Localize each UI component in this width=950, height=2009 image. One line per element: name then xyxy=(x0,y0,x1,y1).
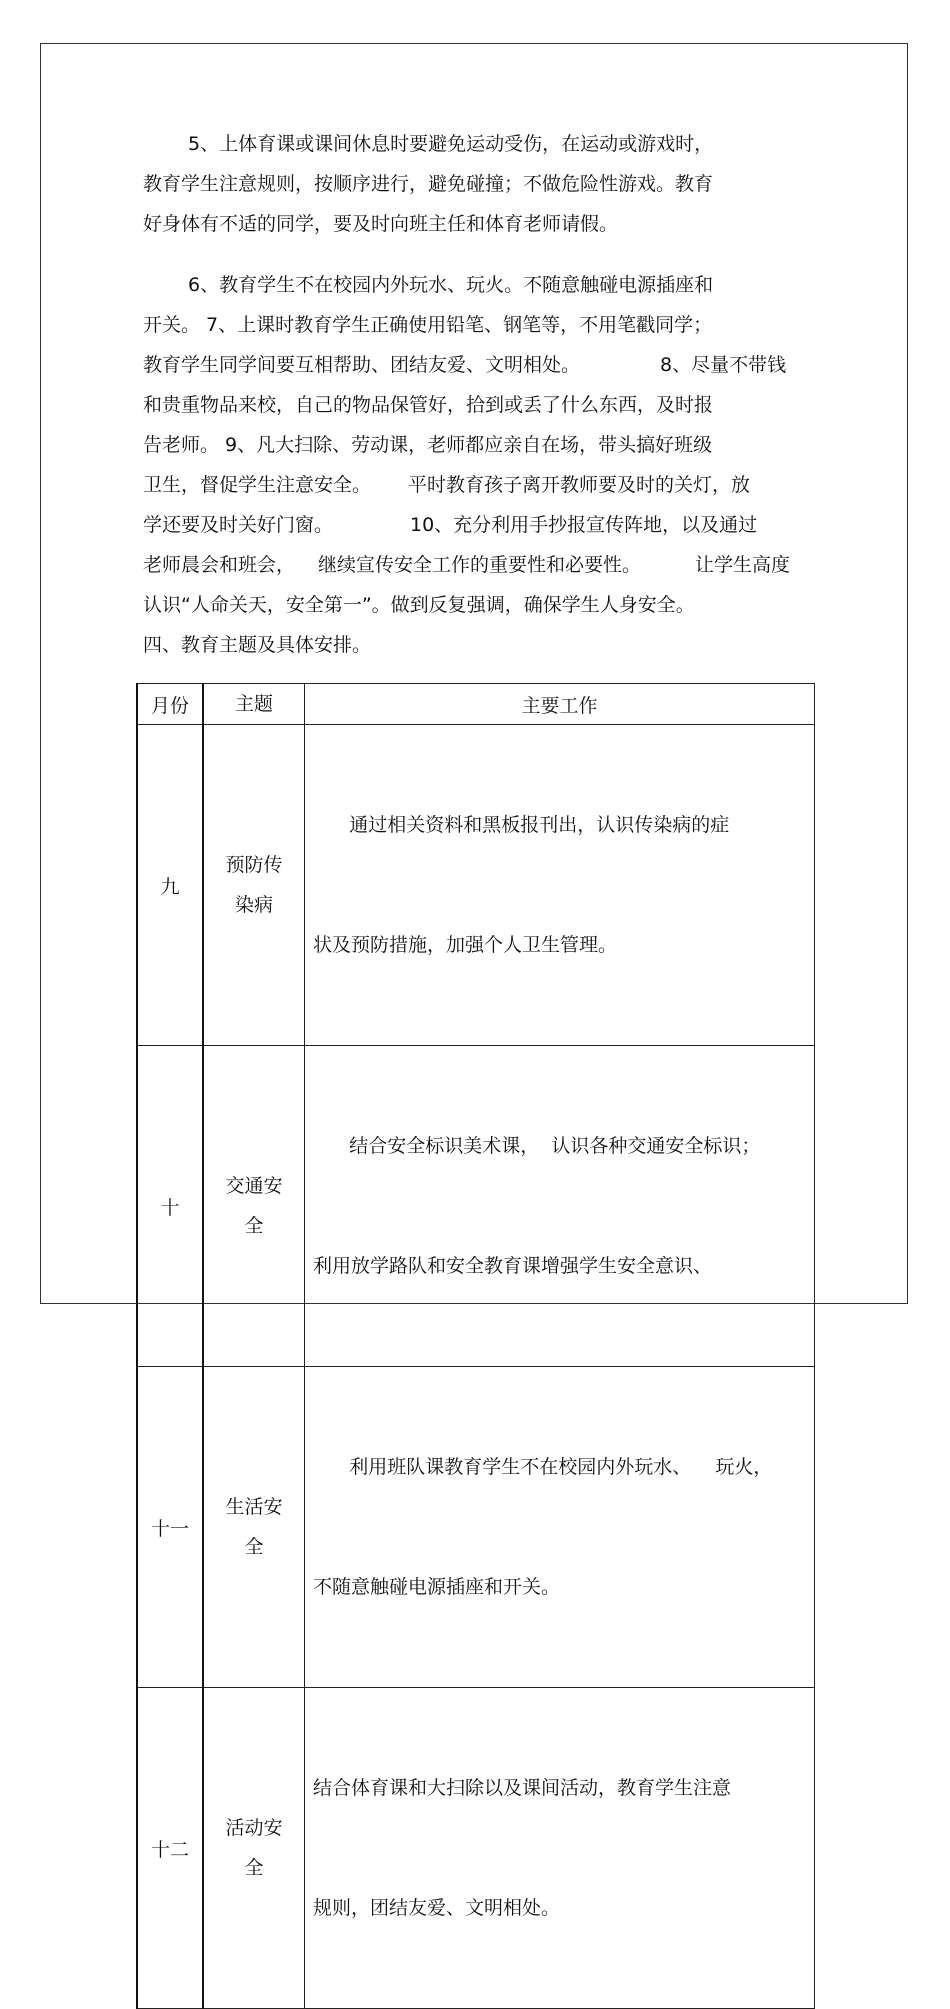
text-line: 告老师。 9、凡大扫除、劳动课，老师都应亲自在场，带头搞好班级 xyxy=(143,434,713,456)
education-schedule-table xyxy=(136,683,815,2009)
topic-line: 生活安 xyxy=(225,1496,283,1518)
text-line: 开关。 7、上课时教育学生正确使用铅笔、钢笔等，不用笔戳同学； xyxy=(143,314,713,336)
text-line: 8、尽量不带钱 xyxy=(660,354,787,376)
topic-line: 活动安 xyxy=(225,1817,283,1839)
cell-work xyxy=(305,1688,815,2009)
text-line: 教育学生同学间要互相帮助、团结友爱、文明相处。 xyxy=(143,354,581,376)
section-heading: 四、教育主题及具体安排。 xyxy=(143,634,372,656)
cell-month: 十 xyxy=(137,1046,203,1367)
table-header-row xyxy=(137,684,815,725)
work-line: 状及预防措施，加强个人卫生管理。 xyxy=(313,934,618,956)
text-line: 5、上体育课或课间休息时要避免运动受伤，在运动或游戏时， xyxy=(188,133,714,155)
topic-line: 染病 xyxy=(234,894,273,916)
cell-month: 九 xyxy=(137,725,203,1046)
text-line: 平时教育孩子离开教师要及时的关灯，放 xyxy=(408,474,751,496)
topic-line: 全 xyxy=(244,1215,264,1237)
table-row xyxy=(137,1367,815,1688)
text-line: 教育学生注意规则，按顺序进行，避免碰撞；不做危险性游戏。教育 xyxy=(143,173,714,195)
work-line: 结合安全标识美术课， 认识各种交通安全标识； xyxy=(313,1135,761,1157)
text-line: 继续宣传安全工作的重要性和必要性。 xyxy=(318,554,642,576)
table-row xyxy=(137,1688,815,2009)
text-line: 认识“人命关天，安全第一”。做到反复强调，确保学生人身安全。 xyxy=(143,594,695,616)
work-line: 利用班队课教育学生不在校园内外玩水、 玩火， xyxy=(313,1456,773,1478)
cell-work xyxy=(305,1367,815,1688)
table-row xyxy=(137,1046,815,1367)
header-month: 月份 xyxy=(137,684,203,725)
topic-line: 预防传 xyxy=(225,854,283,876)
text-line: 6、教育学生不在校园内外玩水、玩火。不随意触碰电源插座和 xyxy=(188,274,714,296)
cell-topic xyxy=(203,1046,305,1367)
work-line: 规则，团结友爱、文明相处。 xyxy=(313,1897,561,1919)
cell-work xyxy=(305,1046,815,1367)
work-line: 通过相关资料和黑板报刊出，认识传染病的症 xyxy=(313,814,730,836)
text-line: 卫生，督促学生注意安全。 xyxy=(143,474,372,496)
text-line: 和贵重物品来校，自己的物品保管好，拾到或丢了什么东西，及时报 xyxy=(143,394,714,416)
topic-line: 全 xyxy=(244,1857,264,1879)
topic-line: 交通安 xyxy=(225,1175,283,1197)
header-topic: 主题 xyxy=(203,684,305,725)
cell-topic xyxy=(203,725,305,1046)
text-line: 学还要及时关好门窗。 xyxy=(143,514,334,536)
work-line: 不随意触碰电源插座和开关。 xyxy=(313,1576,561,1598)
work-line: 利用放学路队和安全教育课增强学生安全意识、 xyxy=(313,1255,713,1277)
text-line: 老师晨会和班会， xyxy=(143,554,296,576)
cell-topic xyxy=(203,1688,305,2009)
header-work: 主要工作 xyxy=(305,684,815,725)
cell-month: 十一 xyxy=(137,1367,203,1688)
text-line: 让学生高度 xyxy=(695,554,791,576)
cell-work xyxy=(305,725,815,1046)
table-row xyxy=(137,725,815,1046)
work-line: 结合体育课和大扫除以及课间活动，教育学生注意 xyxy=(313,1777,732,1799)
topic-line: 全 xyxy=(244,1536,264,1558)
text-line: 10、充分利用手抄报宣传阵地，以及通过 xyxy=(410,514,758,536)
cell-month: 十二 xyxy=(137,1688,203,2009)
text-line: 好身体有不适的同学，要及时向班主任和体育老师请假。 xyxy=(143,213,619,235)
cell-topic xyxy=(203,1367,305,1688)
